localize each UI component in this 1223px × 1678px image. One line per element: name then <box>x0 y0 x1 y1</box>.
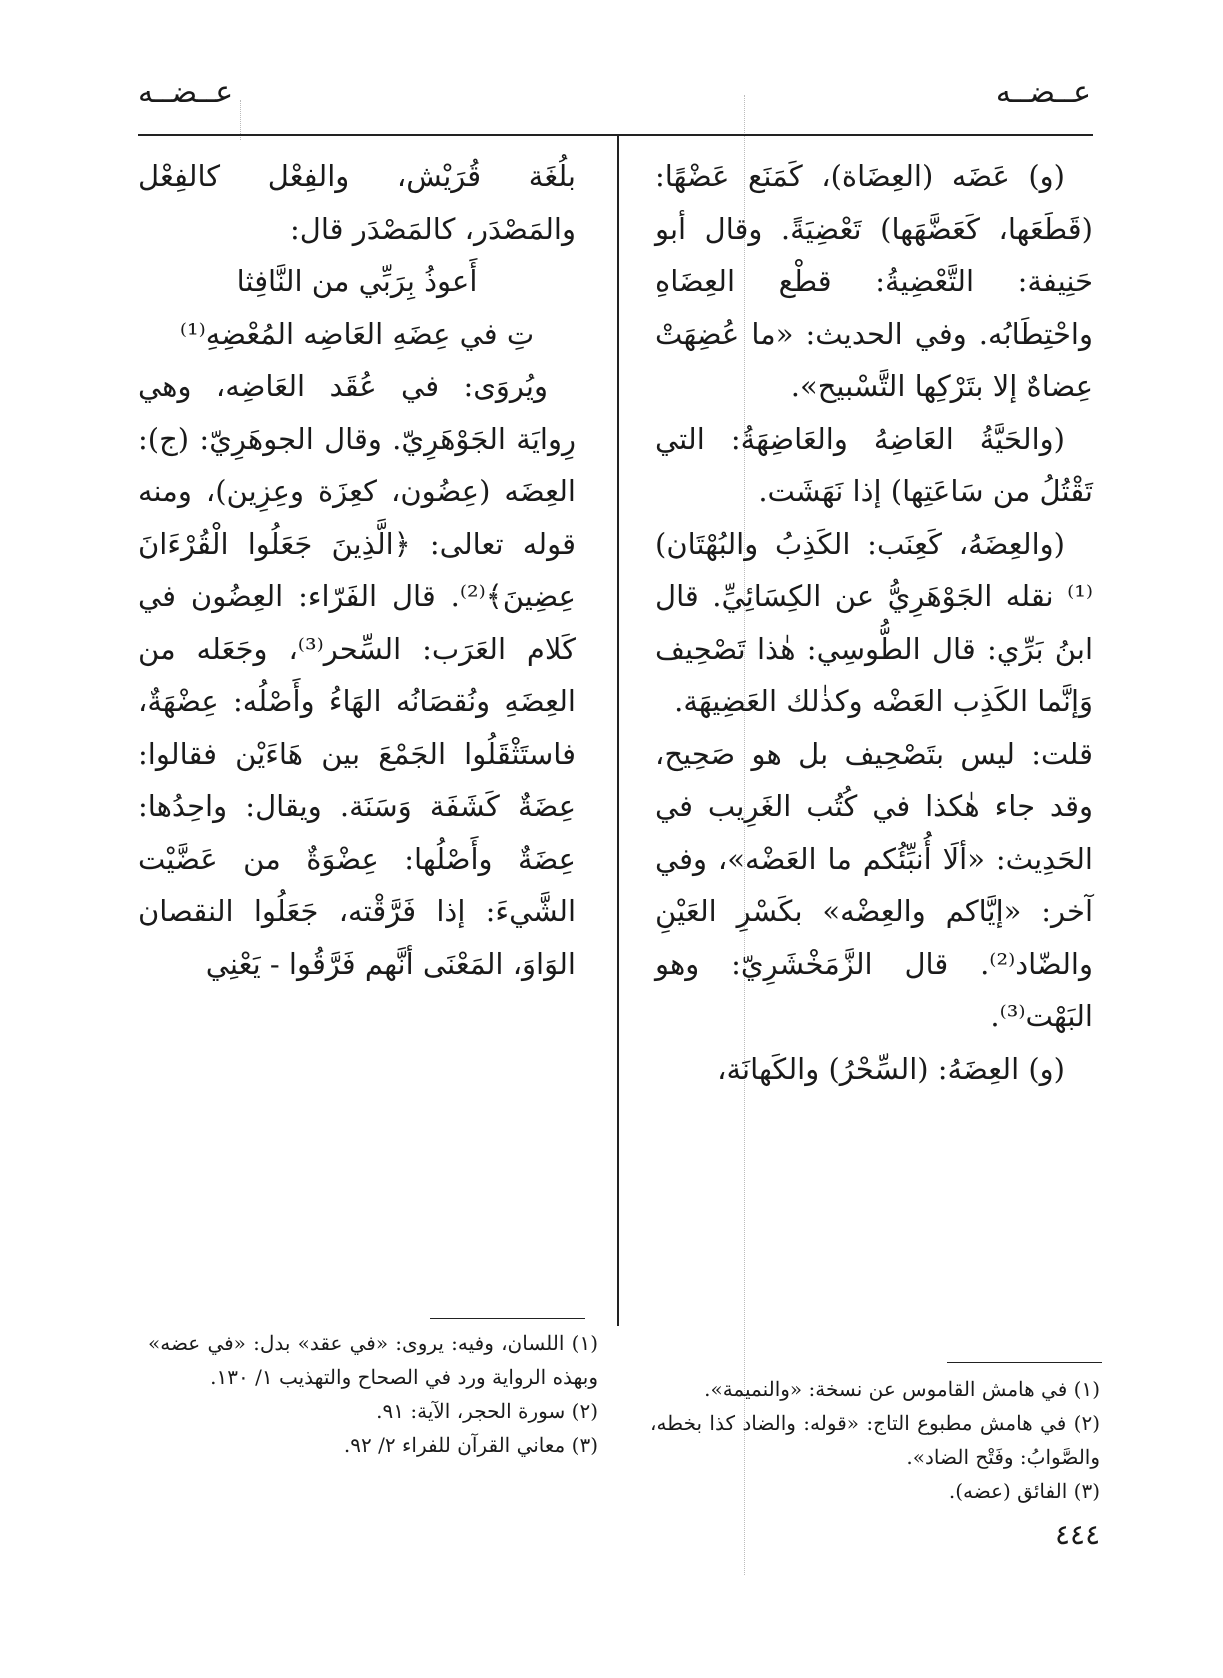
column-divider <box>617 136 619 1326</box>
page-number: ٤٤٤ <box>1055 1518 1101 1551</box>
paragraph: (و) العِضَهُ: (السِّحْرُ) والكَهانَة، <box>717 1051 1065 1086</box>
paragraph: (و) عَضَه (العِضَاة)، كَمَنَع عَضْهًا: (قَطَعَها، كَعَضَّهَها) تَعْضِيَةً. وقال أبو حَنِيفة: التَّعْضِيةُ: قطْع العِضَاهِ واحْتِطَابُه. وفي الحديث: «ما عُضِهَتْ عِضاهٌ إلا بتَرْكِها التَّسْبيح». <box>655 159 1093 403</box>
running-head-right: عــضــه <box>995 75 1091 110</box>
left-column <box>138 150 576 990</box>
poem-verse: أَعوذُ بِرَبِّي من النَّافِثا <box>236 264 478 298</box>
footnote-rule <box>947 1362 1102 1363</box>
footnote: (١) اللسان، وفيه: يروى: «في عقد» بدل: «في عضه» وبهذه الرواية ورد في الصحاح والتهذيب ١/ ١٣٠. <box>148 1331 598 1389</box>
footnotes-left <box>148 1326 598 1462</box>
paragraph: بلُغَة قُرَيْش، والفِعْل كالفِعْل والمَصْدَر، كالمَصْدَر قال: <box>138 159 576 246</box>
paragraph: (والحَيَّةُ العَاضِهُ والعَاضِهَةُ: التي تَقْتُلُ من سَاعَتِها) إذا نَهَشَت. <box>655 421 1093 508</box>
footnote-rule <box>430 1318 585 1319</box>
header-rule <box>138 134 1093 136</box>
footnote: (٣) معاني القرآن للفراء ٢/ ٩٢. <box>343 1433 598 1457</box>
footnote: (٣) الفائق (عضه). <box>948 1479 1100 1503</box>
right-column <box>655 150 1093 1095</box>
paragraph: (والعِضَهُ، كَعِنَب: الكَذِبُ والبُهْتَان)⁽¹⁾ نقله الجَوْهَرِيُّ عن الكِسَائِيِّ. قال ابنُ بَرِّي: قال الطُّوسِي: هٰذا تَصْحِيف وَإنَّما الكَذِب العَضْه وكذٰلك العَضِيهَة. <box>655 526 1093 718</box>
footnote: (٢) سورة الحجر، الآية: ٩١. <box>376 1399 598 1423</box>
footnote: (٢) في هامش مطبوع التاج: «قوله: والضاد كذا بخطه، والصَّوابُ: وفَتْح الضاد». <box>650 1411 1100 1469</box>
footnote: (١) في هامش القاموس عن نسخة: «والنميمة». <box>704 1377 1100 1401</box>
paragraph: ويُروَى: في عُقَد العَاضِه، وهي رِوايَة الجَوْهَرِيّ. وقال الجوهَرِيّ: (ج): العِضَه (عِضُون، كعِزَة وعِزِين)، ومنه قوله تعالى: ﴿الَّذِينَ جَعَلُوا الْقُرْءَانَ عِضِينَ﴾⁽²⁾. قال الفَرّاء: العِضُون في كَلام العَرَب: السِّحر⁽³⁾، وجَعَله من العِضَهِ ونُقصَانُه الهَاءُ وأَصْلُه: عِضْهَةٌ، فاستَثْقَلُوا الجَمْعَ بين هَاءَيْن فقالوا: عِضَةٌ كَشَفَة وَسَنَة. ويقال: واحِدُها: عِضَةٌ وأَصْلُها: عِضْوَةٌ من عَضَّيْت الشَّيءَ: إذا فَرَّقْته، جَعَلُوا النقصان الوَاوَ، المَعْنَى أنَّهم فَرَّقُوا - يَعْنِي <box>138 369 576 981</box>
footnotes-right <box>650 1372 1100 1508</box>
running-head-left: عــضــه <box>138 75 234 110</box>
poem-verse: تِ في عِضَهِ العَاضِه المُعْضِهِ⁽¹⁾ <box>179 316 535 351</box>
paragraph: قلت: ليس بتَصْحِيف بل هو صَحِيح، وقد جاء هٰكذا في كُتُب الغَرِيب في الحَدِيث: «ألَا أُنبِّئُكم ما العَضْه»، وفي آخر: «إيَّاكم والعِضْه» بكَسْرِ العَيْنِ والضّاد⁽²⁾. قال الزَّمَخْشَرِيّ: وهو البَهْت⁽³⁾. <box>655 736 1093 1033</box>
